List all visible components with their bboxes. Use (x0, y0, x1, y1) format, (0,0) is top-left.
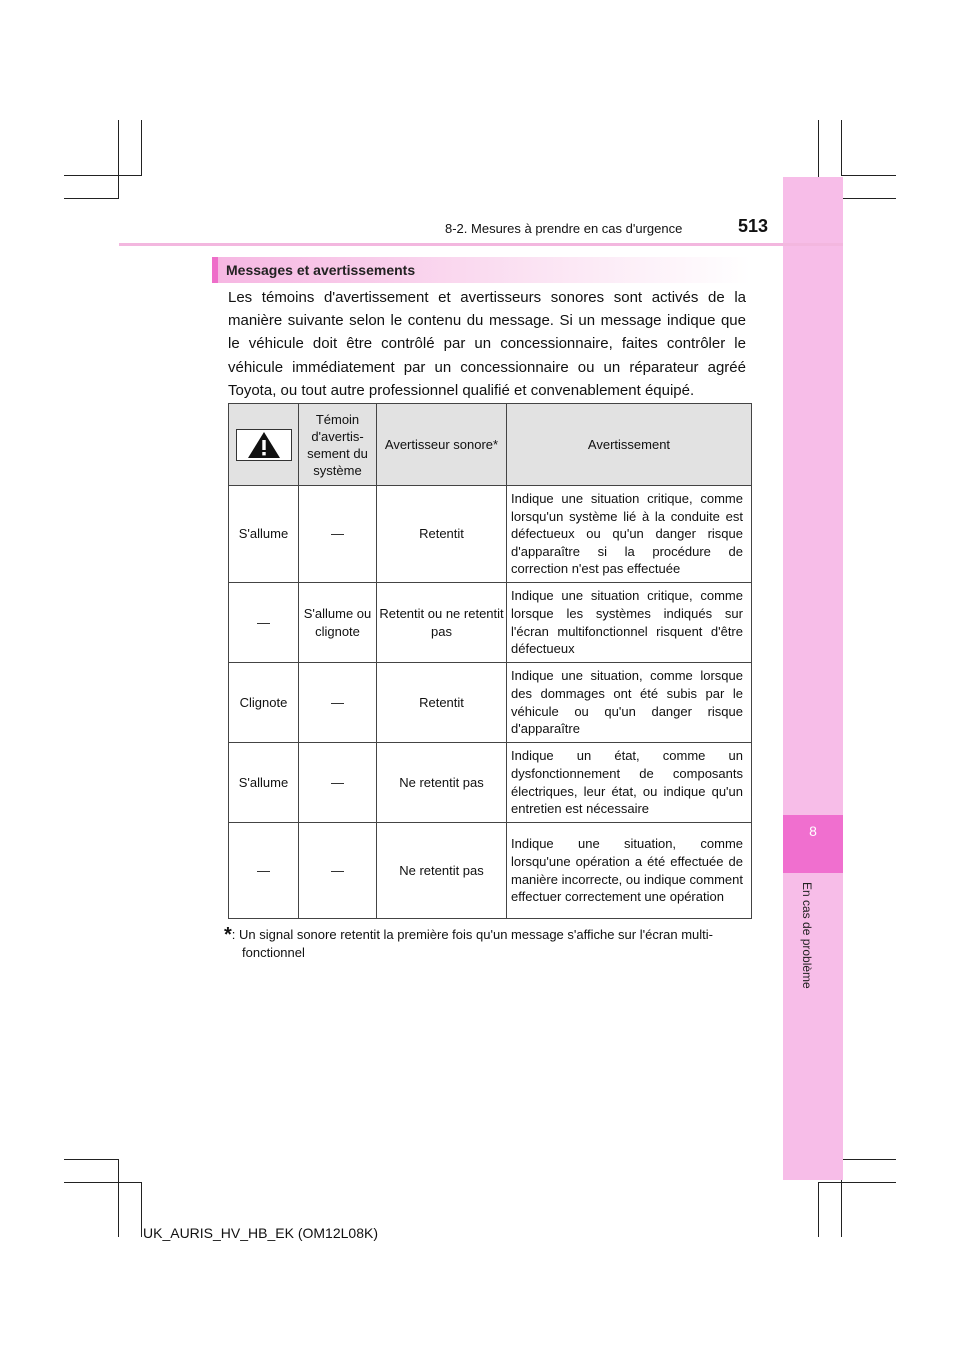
footnote (224, 925, 752, 961)
crop-mark (64, 198, 119, 199)
table-header-row (229, 404, 752, 486)
header-system-indicator: Témoin d'avertis-sement du système (299, 404, 377, 486)
crop-mark (818, 1182, 896, 1183)
cell-warning: Indique un état, comme un dysfonctionnement de composants électriques, leur état, ou indique qu'un entretien est nécessaire (507, 743, 752, 823)
cell-buzzer: Retentit ou ne retentit pas (377, 583, 507, 663)
cell-indicator: S'allume (229, 743, 299, 823)
cell-buzzer: Ne retentit pas (377, 743, 507, 823)
table-row (229, 663, 752, 743)
chapter-side-tab (783, 177, 843, 1180)
cell-system: — (299, 663, 377, 743)
section-title: Messages et avertissements (226, 262, 416, 278)
header-buzzer: Avertisseur sonore* (377, 404, 507, 486)
cell-system: — (299, 486, 377, 583)
crop-mark (841, 120, 842, 176)
header-rule (119, 243, 843, 246)
footnote-marker: * (224, 924, 232, 946)
cell-buzzer: Retentit (377, 486, 507, 583)
chapter-number: 8 (809, 823, 817, 839)
cell-buzzer: Retentit (377, 663, 507, 743)
crop-mark (64, 1159, 119, 1160)
crop-mark (64, 175, 142, 176)
crop-mark (118, 1159, 119, 1237)
footnote-text: : Un signal sonore retentit la première fois qu'un message s'affiche sur l'écran multi- (231, 927, 714, 942)
crop-mark (841, 175, 896, 176)
cell-warning: Indique une situation critique, comme lorsque les systèmes indiqués sur l'écran multifonctionnel risquent d'être défectueux (507, 583, 752, 663)
crop-mark (818, 1182, 819, 1237)
header-warning-icon-cell (229, 404, 299, 486)
messages-table (228, 403, 752, 919)
footnote-continuation: fonctionnel (242, 944, 305, 960)
cell-warning: Indique une situation critique, comme lorsqu'un système lié à la conduite est défectueux ou qu'un danger risque d'apparaître si la procédure de correction n'est pas effectuée (507, 486, 752, 583)
table-row (229, 486, 752, 583)
section-bar-accent (212, 257, 218, 283)
chapter-title: En cas de problème (800, 882, 814, 989)
document-code: UK_AURIS_HV_HB_EK (OM12L08K) (143, 1225, 378, 1241)
cell-buzzer: Ne retentit pas (377, 823, 507, 919)
cell-system: — (299, 823, 377, 919)
crop-mark (118, 120, 119, 198)
table-row (229, 583, 752, 663)
crop-mark (841, 1159, 896, 1160)
cell-warning: Indique une situation, comme lorsqu'une opération a été effectuée de manière incorrecte, ou indique comment effectuer correctement une opération (507, 823, 752, 919)
crop-mark (64, 1182, 142, 1183)
cell-warning: Indique une situation, comme lorsque des dommages ont été subis par le véhicule ou qu'un danger risque d'apparaître (507, 663, 752, 743)
crop-mark (141, 120, 142, 176)
cell-system: — (299, 743, 377, 823)
cell-indicator: Clignote (229, 663, 299, 743)
cell-indicator: — (229, 823, 299, 919)
table-row (229, 743, 752, 823)
table-row (229, 823, 752, 919)
cell-system: S'allume ou clignote (299, 583, 377, 663)
page-number: 513 (738, 216, 769, 236)
cell-indicator: S'allume (229, 486, 299, 583)
warning-triangle-icon (236, 429, 292, 461)
cell-indicator: — (229, 583, 299, 663)
crop-mark (141, 1182, 142, 1237)
header-warning: Avertissement (507, 404, 752, 486)
intro-paragraph: Les témoins d'avertissement et avertisseurs sonores sont activés de la manière suivante selon le contenu du message. Si un message indique que le véhicule doit être contrôlé par un concessionnaire, faites contrôler le véhicule immédiatement par un concessionnaire ou un réparateur agréé Toyota, ou tout autre professionnel qualifié et convenablement équipé. (228, 289, 746, 399)
running-header: 8-2. Mesures à prendre en cas d'urgence (445, 221, 683, 236)
